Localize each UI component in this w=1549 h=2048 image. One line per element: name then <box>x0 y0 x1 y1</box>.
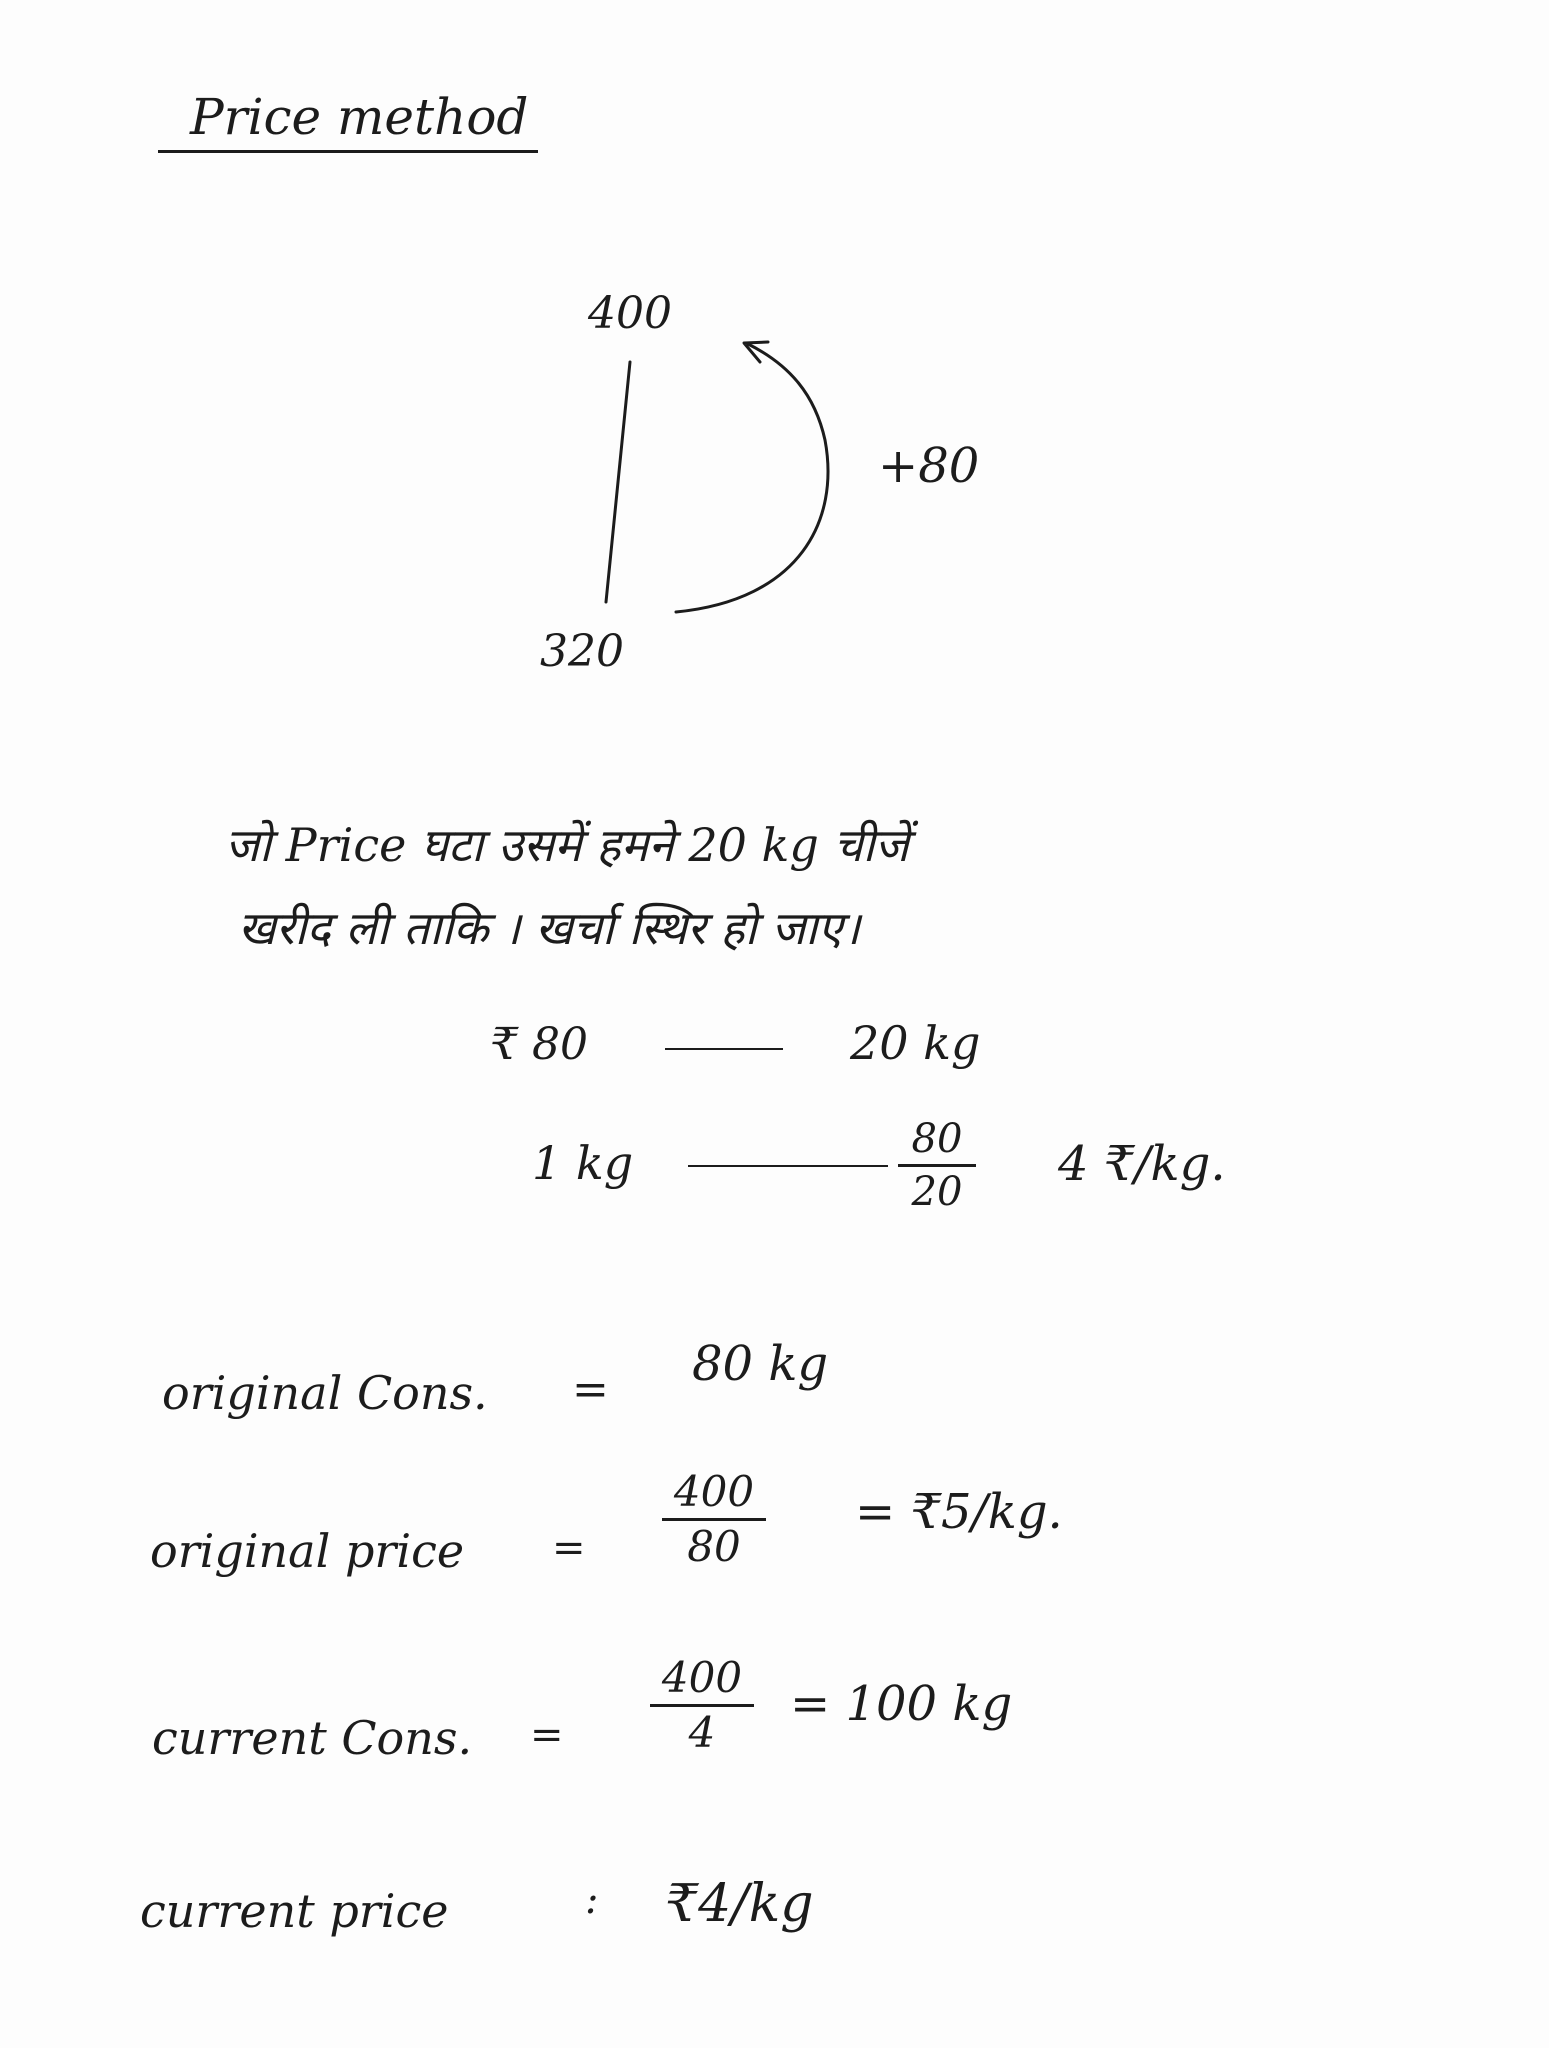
rate-row1-dash <box>665 1048 783 1050</box>
current-cons-label: current Cons. <box>152 1711 473 1765</box>
fraction-bar <box>650 1704 754 1707</box>
current-cons-eq: = <box>530 1712 564 1758</box>
rate-row2-result: 4 ₹/kg. <box>1058 1136 1226 1192</box>
increase-arc <box>676 344 828 612</box>
page-title: Price method <box>190 88 529 146</box>
current-price-eq: : <box>585 1877 599 1923</box>
fraction-bar <box>898 1164 976 1167</box>
rate-row2-left: 1 kg <box>532 1136 634 1190</box>
price-axis-line <box>606 362 630 602</box>
current-cons-denominator: 4 <box>688 1708 716 1758</box>
original-price-numerator: 400 <box>673 1467 755 1516</box>
original-price-denominator: 80 <box>687 1522 741 1572</box>
original-cons-eq: = <box>572 1364 609 1415</box>
original-price-eq: = <box>552 1525 586 1571</box>
rate-row2-numerator: 80 <box>911 1116 963 1162</box>
original-price-fraction <box>662 1467 766 1572</box>
rate-row2-denominator: 20 <box>911 1169 963 1215</box>
current-cons-fraction <box>650 1653 754 1758</box>
fraction-bar <box>662 1518 766 1521</box>
rate-row2-dash <box>688 1165 888 1167</box>
hindi-note-line-2: खरीद ली ताकि । खर्चा स्थिर हो जाए। <box>238 901 861 955</box>
top-value: 400 <box>588 288 672 339</box>
current-price-value: ₹4/kg <box>665 1874 814 1934</box>
hindi-note-line-1: जो Price घटा उसमें हमने 20 kg चीजें <box>225 818 909 872</box>
original-cons-value: 80 kg <box>692 1336 829 1392</box>
rate-row2-fraction <box>898 1118 976 1213</box>
original-price-label: original price <box>150 1524 465 1578</box>
rate-row1-right: 20 kg <box>850 1016 981 1070</box>
current-price-label: current price <box>140 1884 449 1938</box>
current-cons-numerator: 400 <box>661 1653 743 1702</box>
original-cons-label: original Cons. <box>162 1366 488 1420</box>
current-cons-result: = 100 kg <box>790 1676 1013 1732</box>
change-label: +80 <box>878 438 980 494</box>
bottom-value: 320 <box>540 626 624 677</box>
rate-row1-left: ₹ 80 <box>490 1019 588 1070</box>
original-price-result: = ₹5/kg. <box>855 1484 1063 1540</box>
